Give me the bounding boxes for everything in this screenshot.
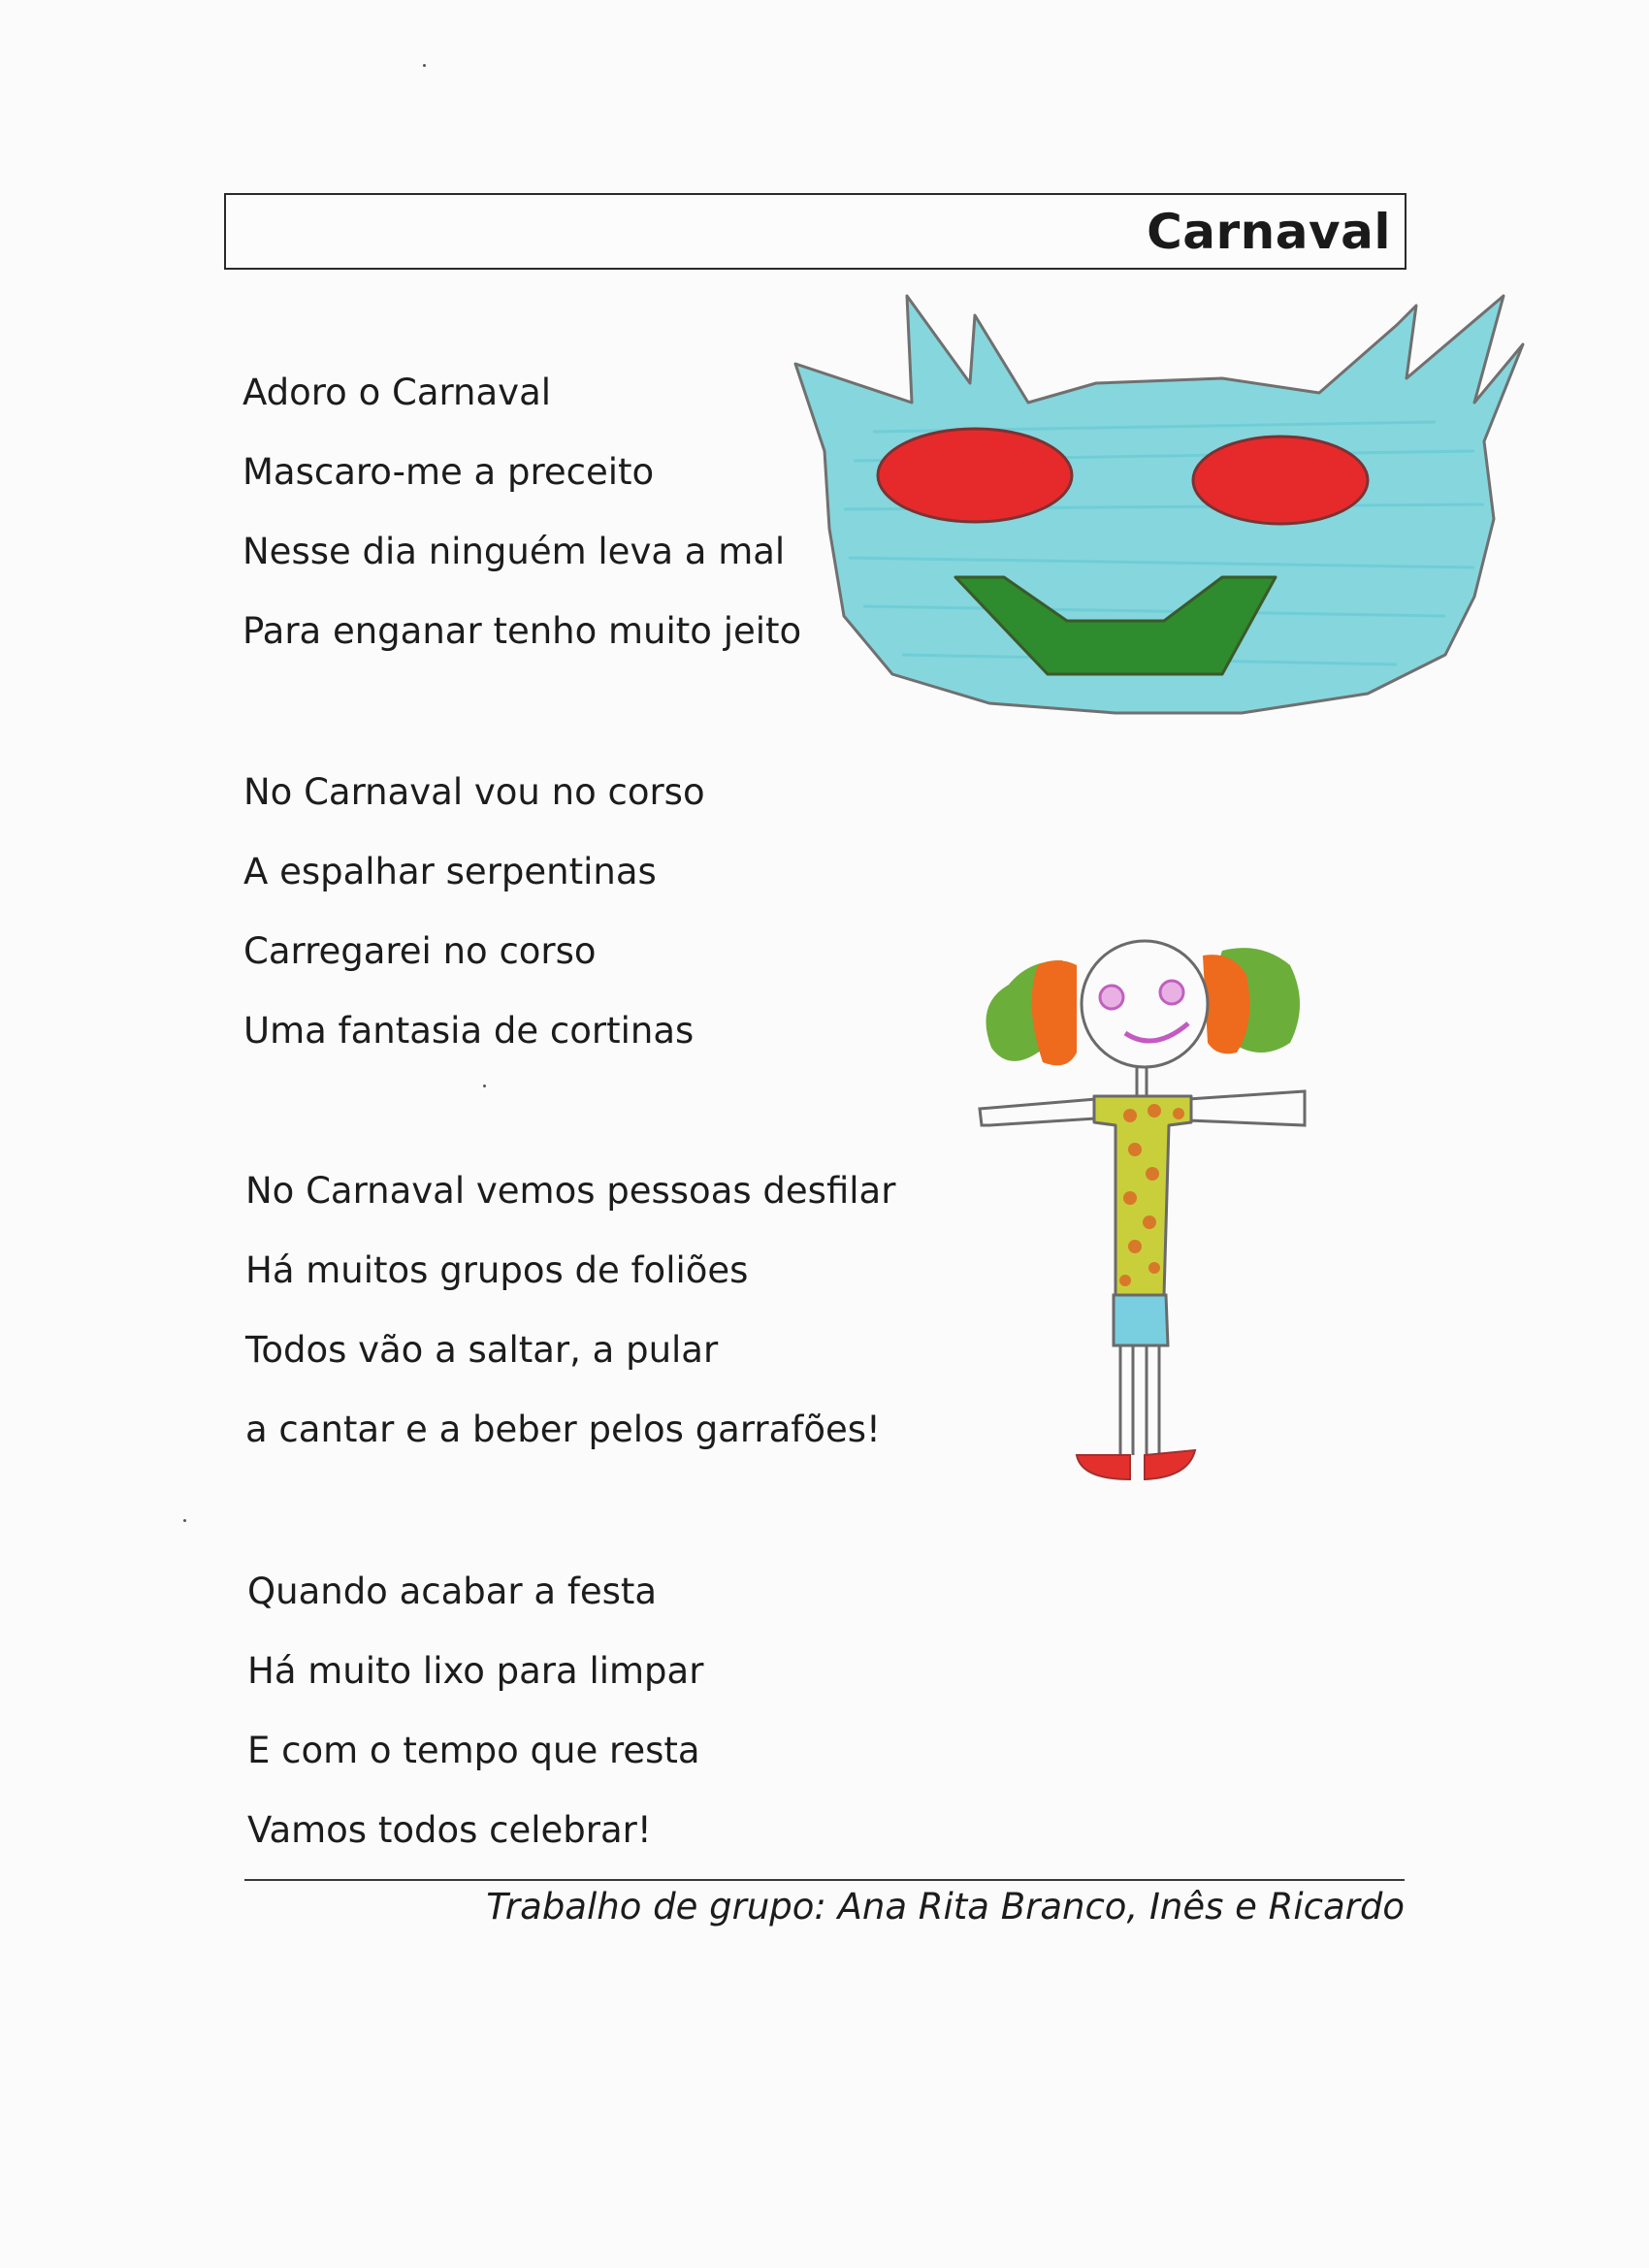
poem-line: E com o tempo que resta <box>247 1730 700 1771</box>
poem-line: Há muito lixo para limpar <box>247 1650 704 1692</box>
poem-line: A espalhar serpentinas <box>243 851 657 892</box>
poem-line: Uma fantasia de cortinas <box>243 1010 695 1052</box>
stanza-4 <box>247 1552 703 1870</box>
stanza-1 <box>242 353 801 671</box>
paper-speck <box>423 64 426 67</box>
poem-line: Há muitos grupos de foliões <box>245 1249 749 1291</box>
poem-line: No Carnaval vou no corso <box>243 771 705 813</box>
clown-figure-drawing-icon <box>970 907 1339 1489</box>
poem-line: Quando acabar a festa <box>247 1571 658 1612</box>
title-box <box>224 193 1406 270</box>
stanza-2 <box>243 753 705 1071</box>
poem-line: Carregarei no corso <box>243 930 597 972</box>
footer-credit: Trabalho de grupo: Ana Rita Branco, Inês e Ricardo <box>486 1886 1405 1928</box>
poem-line: No Carnaval vemos pessoas desfilar <box>245 1170 896 1212</box>
carnival-mask-drawing-icon <box>776 286 1533 732</box>
stanza-3 <box>245 1151 895 1470</box>
poem-line: Vamos todos celebrar! <box>247 1809 652 1851</box>
paper-speck <box>483 1085 486 1087</box>
poem-line: Adoro o Carnaval <box>242 372 552 413</box>
paper-speck <box>183 1519 186 1522</box>
poem-line: Todos vão a saltar, a pular <box>245 1329 719 1371</box>
poem-line: Nesse dia ninguém leva a mal <box>242 531 786 572</box>
poem-line: Para enganar tenho muito jeito <box>242 610 802 652</box>
poem-line: a cantar e a beber pelos garrafões! <box>245 1409 881 1450</box>
page-title: Carnaval <box>1147 204 1391 260</box>
poem-line: Mascaro-me a preceito <box>242 451 655 493</box>
